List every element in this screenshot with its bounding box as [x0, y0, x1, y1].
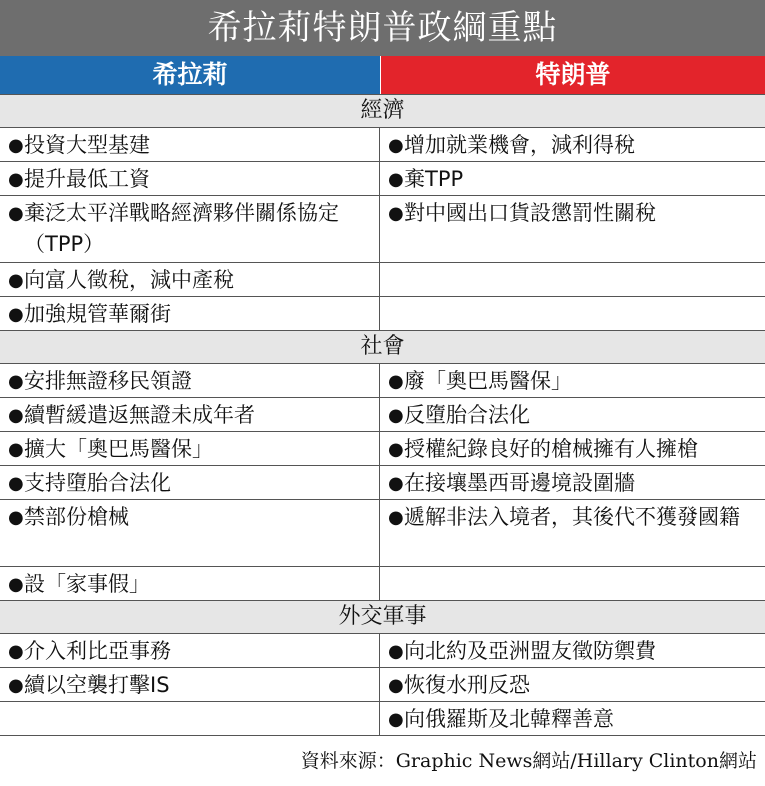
policy-text: 向北約及亞洲盟友徵防禦費 — [404, 639, 656, 663]
policy-text: 授權紀錄良好的槍械擁有人擁槍 — [404, 437, 698, 461]
bullet-icon: ● — [388, 203, 404, 224]
section-society: 社會 — [0, 330, 765, 363]
header-hillary: 希拉莉 — [0, 56, 380, 94]
hillary-policy — [0, 196, 380, 262]
bullet-icon: ● — [8, 270, 24, 291]
bullet-icon: ● — [8, 507, 24, 528]
policy-text: 續暫緩遣返無證未成年者 — [24, 403, 255, 427]
policy-text: 設「家事假」 — [24, 572, 150, 596]
bullet-icon: ● — [8, 371, 24, 392]
bullet-icon: ● — [388, 405, 404, 426]
trump-policy — [380, 702, 765, 735]
trump-policy — [380, 398, 765, 431]
hillary-policy — [0, 500, 380, 566]
bullet-icon: ● — [8, 473, 24, 494]
bullet-icon: ● — [388, 169, 404, 190]
table-row — [0, 161, 765, 195]
trump-policy — [380, 466, 765, 499]
hillary-policy — [0, 668, 380, 701]
trump-policy — [380, 364, 765, 397]
trump-policy — [380, 162, 765, 195]
table-row — [0, 127, 765, 161]
hillary-policy — [0, 634, 380, 667]
trump-policy — [380, 500, 765, 566]
bullet-icon: ● — [8, 304, 24, 325]
table-row — [0, 566, 765, 600]
bullet-icon: ● — [8, 203, 24, 224]
policy-text: 反墮胎合法化 — [404, 403, 530, 427]
hillary-policy — [0, 466, 380, 499]
policy-text: 棄泛太平洋戰略經濟夥伴關係協定（TPP） — [24, 201, 339, 256]
hillary-policy — [0, 432, 380, 465]
trump-policy-empty — [380, 567, 765, 600]
bullet-icon: ● — [8, 439, 24, 460]
trump-policy — [380, 432, 765, 465]
policy-text: 增加就業機會，減利得稅 — [404, 133, 635, 157]
trump-policy — [380, 196, 765, 262]
policy-text: 提升最低工資 — [24, 167, 150, 191]
trump-policy — [380, 634, 765, 667]
hillary-policy — [0, 567, 380, 600]
policy-text: 續以空襲打擊IS — [24, 673, 170, 697]
bullet-icon: ● — [388, 709, 404, 730]
policy-text: 安排無證移民領證 — [24, 369, 192, 393]
bullet-icon: ● — [8, 574, 24, 595]
section-foreign-military: 外交軍事 — [0, 600, 765, 633]
hillary-policy — [0, 297, 380, 330]
bullet-icon: ● — [8, 169, 24, 190]
policy-text: 介入利比亞事務 — [24, 639, 171, 663]
policy-text: 棄TPP — [404, 167, 464, 191]
table-row — [0, 499, 765, 566]
trump-policy-empty — [380, 263, 765, 296]
table-row — [0, 431, 765, 465]
policy-text: 遞解非法入境者，其後代不獲發國籍 — [404, 505, 740, 529]
trump-policy-empty — [380, 297, 765, 330]
table-row — [0, 296, 765, 330]
policy-text: 向富人徵稅，減中產稅 — [24, 268, 234, 292]
policy-text: 加強規管華爾街 — [24, 302, 171, 326]
table-row — [0, 465, 765, 499]
bullet-icon: ● — [8, 405, 24, 426]
policy-text: 禁部份槍械 — [24, 505, 129, 529]
bullet-icon: ● — [8, 675, 24, 696]
bullet-icon: ● — [388, 507, 404, 528]
section-economy: 經濟 — [0, 94, 765, 127]
bullet-icon: ● — [388, 675, 404, 696]
table-row — [0, 262, 765, 296]
policy-text: 投資大型基建 — [24, 133, 150, 157]
hillary-policy — [0, 162, 380, 195]
bullet-icon: ● — [8, 641, 24, 662]
hillary-policy — [0, 364, 380, 397]
bullet-icon: ● — [388, 641, 404, 662]
table-row — [0, 195, 765, 262]
table-row — [0, 363, 765, 397]
policy-text: 支持墮胎合法化 — [24, 471, 171, 495]
bullet-icon: ● — [388, 473, 404, 494]
policy-text: 擴大「奧巴馬醫保」 — [24, 437, 213, 461]
hillary-policy-empty — [0, 702, 380, 735]
policy-text: 在接壤墨西哥邊境設圍牆 — [404, 471, 635, 495]
bullet-icon: ● — [388, 135, 404, 156]
table-row — [0, 667, 765, 701]
table-row — [0, 397, 765, 431]
policy-text: 對中國出口貨設懲罰性關稅 — [404, 201, 656, 225]
policy-text: 恢復水刑反恐 — [404, 673, 530, 697]
page-title: 希拉莉特朗普政綱重點 — [0, 0, 765, 56]
source-note: 資料來源：Graphic News網站/Hillary Clinton網站 — [300, 750, 757, 772]
hillary-policy — [0, 263, 380, 296]
table-row — [0, 701, 765, 735]
header-trump: 特朗普 — [381, 56, 765, 94]
bullet-icon: ● — [8, 135, 24, 156]
trump-policy — [380, 668, 765, 701]
table-row — [0, 633, 765, 667]
policy-text: 廢「奧巴馬醫保」 — [404, 369, 572, 393]
bullet-icon: ● — [388, 439, 404, 460]
bullet-icon: ● — [388, 371, 404, 392]
policy-table — [0, 94, 765, 736]
hillary-policy — [0, 128, 380, 161]
trump-policy — [380, 128, 765, 161]
hillary-policy — [0, 398, 380, 431]
policy-text: 向俄羅斯及北韓釋善意 — [404, 707, 614, 731]
